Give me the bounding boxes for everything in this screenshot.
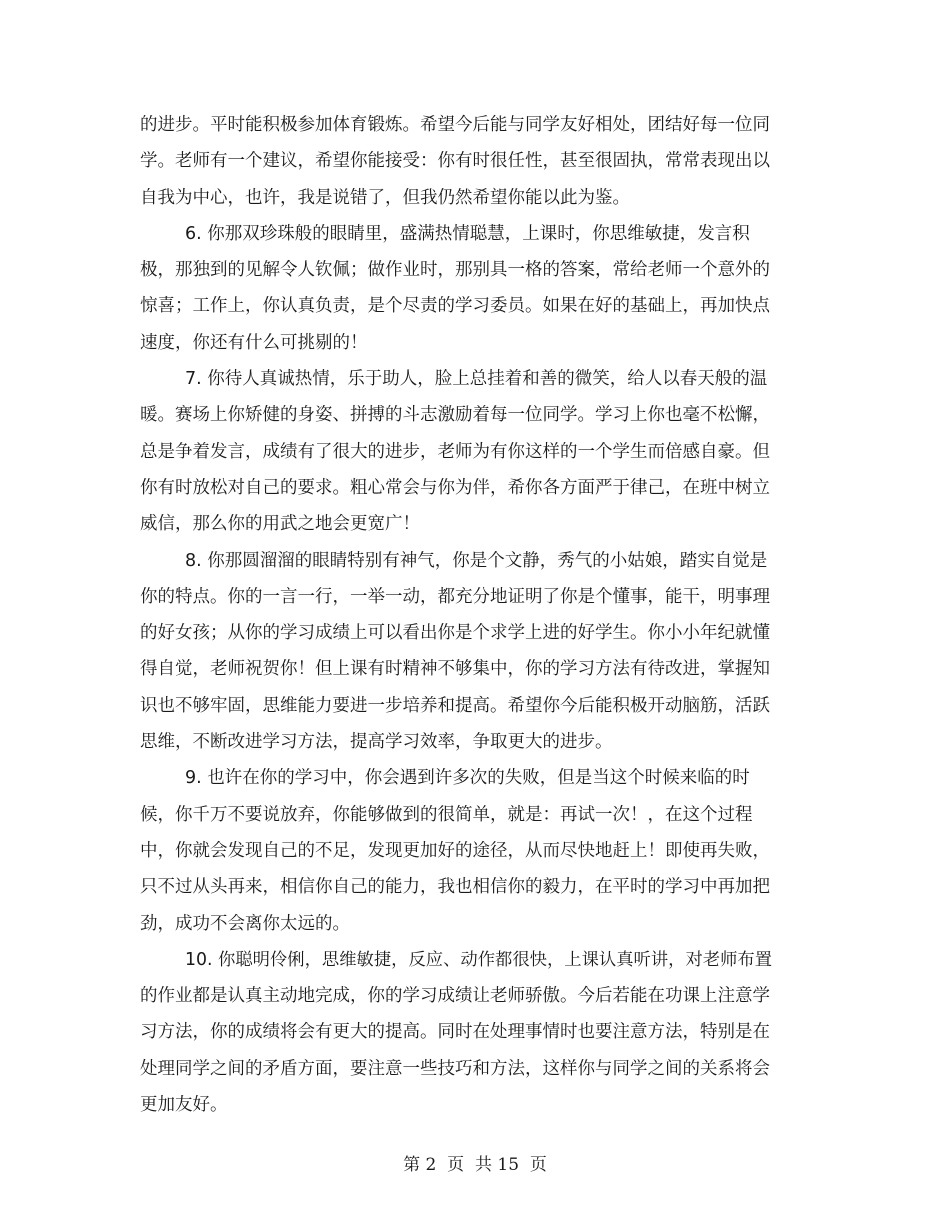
paragraph-line: 自我为中心，也许，我是说错了，但我仍然希望你能以此为鉴。: [140, 187, 630, 208]
paragraph-line: 你有时放松对自己的要求。粗心常会与你为伴，希你各方面严于律己，在班中树立: [140, 477, 770, 498]
paragraph-line: 总是争着发言，成绩有了很大的进步，老师为有你这样的一个学生而倍感自豪。但: [140, 441, 770, 462]
paragraph-line: 的好女孩；从你的学习成绩上可以看出你是个求学上进的好学生。你小小年纪就懂: [140, 623, 770, 644]
paragraph-line: 学。老师有一个建议，希望你能接受：你有时很任性，甚至很固执，常常表现出以: [140, 151, 770, 172]
paragraph-line: 得自觉，老师祝贺你！但上课有时精神不够集中，你的学习方法有待改进，掌握知: [140, 659, 770, 680]
paragraph-line: 暖。赛场上你矫健的身姿、拼搏的斗志激励着每一位同学。学习上你也毫不松懈，: [140, 405, 770, 426]
document-body: [140, 107, 772, 1123]
page-footer: 第 2 页 共 15 页: [403, 1155, 547, 1175]
paragraph-line: 只不过从头再来，相信你自己的能力，我也相信你的毅力，在平时的学习中再加把: [140, 877, 770, 898]
paragraph-line: 极，那独到的见解令人钦佩；做作业时，那别具一格的答案，常给老师一个意外的: [140, 260, 770, 281]
paragraph-first-line: 9. 也许在你的学习中，你会遇到许多次的失败，但是当这个时候来临的时: [185, 768, 750, 789]
paragraph-line: 处理同学之间的矛盾方面，要注意一些技巧和方法，这样你与同学之间的关系将会: [140, 1058, 770, 1079]
paragraph-line: 识也不够牢固，思维能力要进一步培养和提高。希望你今后能积极开动脑筋，活跃: [140, 695, 770, 716]
paragraph-line: 思维，不断改进学习方法，提高学习效率，争取更大的进步。: [140, 732, 613, 753]
paragraph-first-line: 8. 你那圆溜溜的眼睛特别有神气，你是个文静，秀气的小姑娘，踏实自觉是: [185, 550, 768, 571]
paragraph-line: 速度，你还有什么可挑剔的！: [140, 332, 368, 353]
paragraph-line: 的作业都是认真主动地完成，你的学习成绩让老师骄傲。今后若能在功课上注意学: [140, 986, 770, 1007]
paragraph-line: 威信，那么你的用武之地会更宽广！: [140, 514, 420, 535]
paragraph-line: 惊喜；工作上，你认真负责，是个尽责的学习委员。如果在好的基础上，再加快点: [140, 296, 770, 317]
paragraph-line: 你的特点。你的一言一行，一举一动，都充分地证明了你是个懂事，能干，明事理: [140, 586, 770, 607]
paragraph-first-line: 10. 你聪明伶俐，思维敏捷，反应、动作都很快，上课认真听讲，对老师布置: [185, 949, 773, 970]
paragraph-line: 的进步。平时能积极参加体育锻炼。希望今后能与同学友好相处，团结好每一位同: [140, 115, 770, 135]
paragraph-first-line: 6. 你那双珍珠般的眼睛里，盛满热情聪慧，上课时，你思维敏捷，发言积: [185, 223, 750, 244]
paragraph-line: 劲，成功不会离你太远的。: [140, 913, 350, 934]
paragraph-line: 更加友好。: [140, 1095, 228, 1116]
paragraph-line: 中，你就会发现自己的不足，发现更加好的途径，从而尽快地赶上！即使再失败，: [140, 840, 770, 861]
paragraph-line: 候，你千万不要说放弃，你能够做到的很简单，就是：再试一次！，在这个过程: [140, 804, 753, 825]
paragraph-first-line: 7. 你待人真诚热情，乐于助人，脸上总挂着和善的微笑，给人以春天般的温: [185, 369, 768, 390]
paragraph-line: 习方法，你的成绩将会有更大的提高。同时在处理事情时也要注意方法，特别是在: [140, 1022, 770, 1043]
